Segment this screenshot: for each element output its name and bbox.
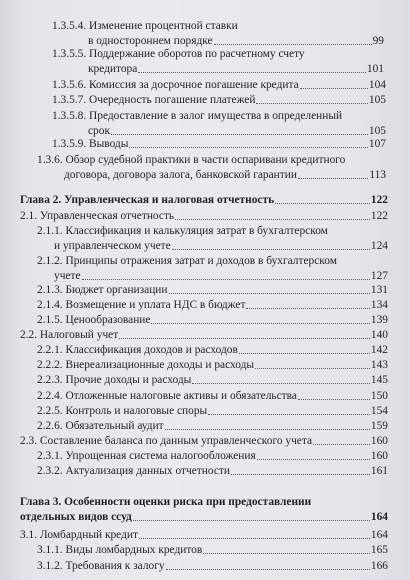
toc-entry-title: 1.3.5.8. Предоставление в залог имущества в определенный: [52, 110, 343, 122]
dot-leader: [172, 249, 370, 250]
dot-leader: [208, 414, 370, 415]
dot-leader: [313, 444, 370, 445]
dot-leader: [138, 72, 366, 73]
dot-leader: [239, 353, 370, 354]
dot-leader: [175, 219, 370, 220]
toc-entry-title: 2.2.1. Классификация доходов и расходов: [37, 344, 238, 356]
toc-entry-title-continued: кредитора: [88, 63, 138, 75]
toc-page-number: 140: [370, 329, 388, 341]
toc-entry-title: 2.2.2. Внереализационные доходы и расходы: [37, 359, 255, 371]
toc-page-number: 104: [368, 79, 386, 91]
toc-page-number: 105: [368, 125, 386, 137]
toc-page-number: 159: [370, 420, 388, 432]
toc-page-number: 99: [372, 35, 384, 47]
toc-entry-title: 2.1.3. Бюджет организации: [37, 284, 168, 296]
toc-entry-title-continued: отдельных видов ссуд: [20, 511, 132, 523]
toc-entry-title: 3.1.1. Виды ломбардных кредитов: [37, 544, 203, 556]
toc-entry-title: 2.2. Налоговый учет: [20, 329, 119, 341]
dot-leader: [275, 203, 370, 204]
toc-entry-title: 2.2.3. Прочие доходы и расходы: [37, 374, 192, 386]
toc-page-number: 124: [370, 240, 388, 252]
dot-leader: [139, 538, 370, 539]
toc-page-number: 105: [368, 94, 386, 106]
toc-page-number: 127: [370, 270, 388, 282]
dot-leader: [203, 553, 370, 554]
toc-page-number: 164: [370, 529, 388, 541]
dot-leader: [111, 134, 368, 135]
toc-page-number: 150: [370, 390, 388, 402]
dot-leader: [129, 147, 368, 148]
dot-leader: [298, 399, 370, 400]
toc-entry-title: 2.3.1. Упрощенная система налогообложения: [37, 450, 256, 462]
dot-leader: [256, 103, 367, 104]
toc-entry-title: 1.3.5.7. Очередность погашение платежей: [52, 94, 256, 106]
toc-page-number: 113: [369, 169, 386, 181]
dot-leader: [169, 293, 370, 294]
toc-page-number: 164: [370, 511, 388, 523]
toc-entry-title: 2.3. Составление баланса по данным управленческого учета: [20, 435, 313, 447]
toc-entry-title: 2.1.1. Классификация и калькуляция затрат в бухгалтерском: [37, 225, 328, 237]
dot-leader: [300, 88, 368, 89]
toc-page-number: 154: [370, 405, 388, 417]
toc-page-number: 122: [370, 210, 388, 222]
dot-leader: [298, 178, 368, 179]
toc-page-number: 139: [370, 314, 388, 326]
toc-entry-title-continued: в одностороннем порядке: [88, 35, 213, 47]
toc-entry-title: 1.3.5.6. Комиссия за досрочное погашение кредита: [52, 79, 299, 91]
toc-page-number: 134: [370, 299, 388, 311]
dot-leader: [214, 44, 372, 45]
toc-page-number: 160: [370, 450, 388, 462]
toc-entry-title: 2.2.4. Отложенные налоговые активы и обязательства: [37, 390, 297, 402]
toc-page-number: 143: [370, 359, 388, 371]
toc-page-number: 142: [370, 344, 388, 356]
dot-leader: [133, 520, 370, 521]
dot-leader: [246, 308, 369, 309]
toc-entry-title: 2.1. Управленческая отчетность: [20, 210, 175, 222]
toc-entry-title: 2.3.2. Актуализация данных отчетности: [37, 465, 230, 477]
toc-entry-title-continued: договора, договора залога, банковской гарантии: [64, 169, 297, 181]
toc-page-number: 107: [368, 138, 386, 150]
dot-leader: [257, 459, 370, 460]
toc-entry-title: 1.3.5.4. Изменение процентной ставки: [52, 20, 238, 32]
toc-page-number: 145: [370, 374, 388, 386]
toc-entry-title: Глава 2. Управленческая и налоговая отчетность: [20, 194, 275, 206]
toc-entry-title: 1.3.6. Обзор судебной практики в части оспаривани кредитного: [37, 154, 346, 166]
toc-page-number: 122: [370, 194, 388, 206]
toc-entry-title: 3.1.2. Требования к залогу: [37, 560, 165, 572]
toc-page-number: 161: [370, 465, 388, 477]
toc-page-number: 101: [366, 63, 384, 75]
dot-leader: [119, 338, 370, 339]
toc-entry-title-continued: срок: [88, 125, 110, 137]
toc-page-number: 165: [370, 544, 388, 556]
toc-entry-title: 3.1. Ломбардный кредит: [20, 529, 138, 541]
toc-page-number: 160: [370, 435, 388, 447]
dot-leader: [231, 474, 370, 475]
dot-leader: [166, 569, 370, 570]
dot-leader: [192, 383, 370, 384]
toc-entry-title: 2.1.5. Ценообразование: [37, 314, 151, 326]
toc-entry-title: 2.2.5. Контроль и налоговые споры: [37, 405, 208, 417]
toc-page-number: 166: [370, 560, 388, 572]
toc-entry-title: 2.1.4. Возмещение и уплата НДС в бюджет: [37, 299, 246, 311]
toc-entry-title: 2.2.6. Обязательный аудит: [37, 420, 164, 432]
toc-entry-title: 1.3.5.9. Выводы: [52, 138, 129, 150]
dot-leader: [82, 279, 370, 280]
toc-entry-title-continued: учете: [54, 270, 81, 282]
dot-leader: [151, 323, 369, 324]
toc-entry-title: 2.1.2. Принципы отражения затрат и доходов в бухгалтерском: [37, 255, 337, 267]
toc-page-number: 131: [370, 284, 388, 296]
toc-entry-title-continued: и управленческом учете: [54, 240, 171, 252]
toc-entry-title: Глава 3. Особенности оценки риска при предоставлении: [20, 496, 312, 508]
dot-leader: [255, 368, 370, 369]
dot-leader: [165, 429, 370, 430]
toc-entry-title: 1.3.5.5. Поддержание оборотов по расчетному счету: [52, 48, 305, 60]
